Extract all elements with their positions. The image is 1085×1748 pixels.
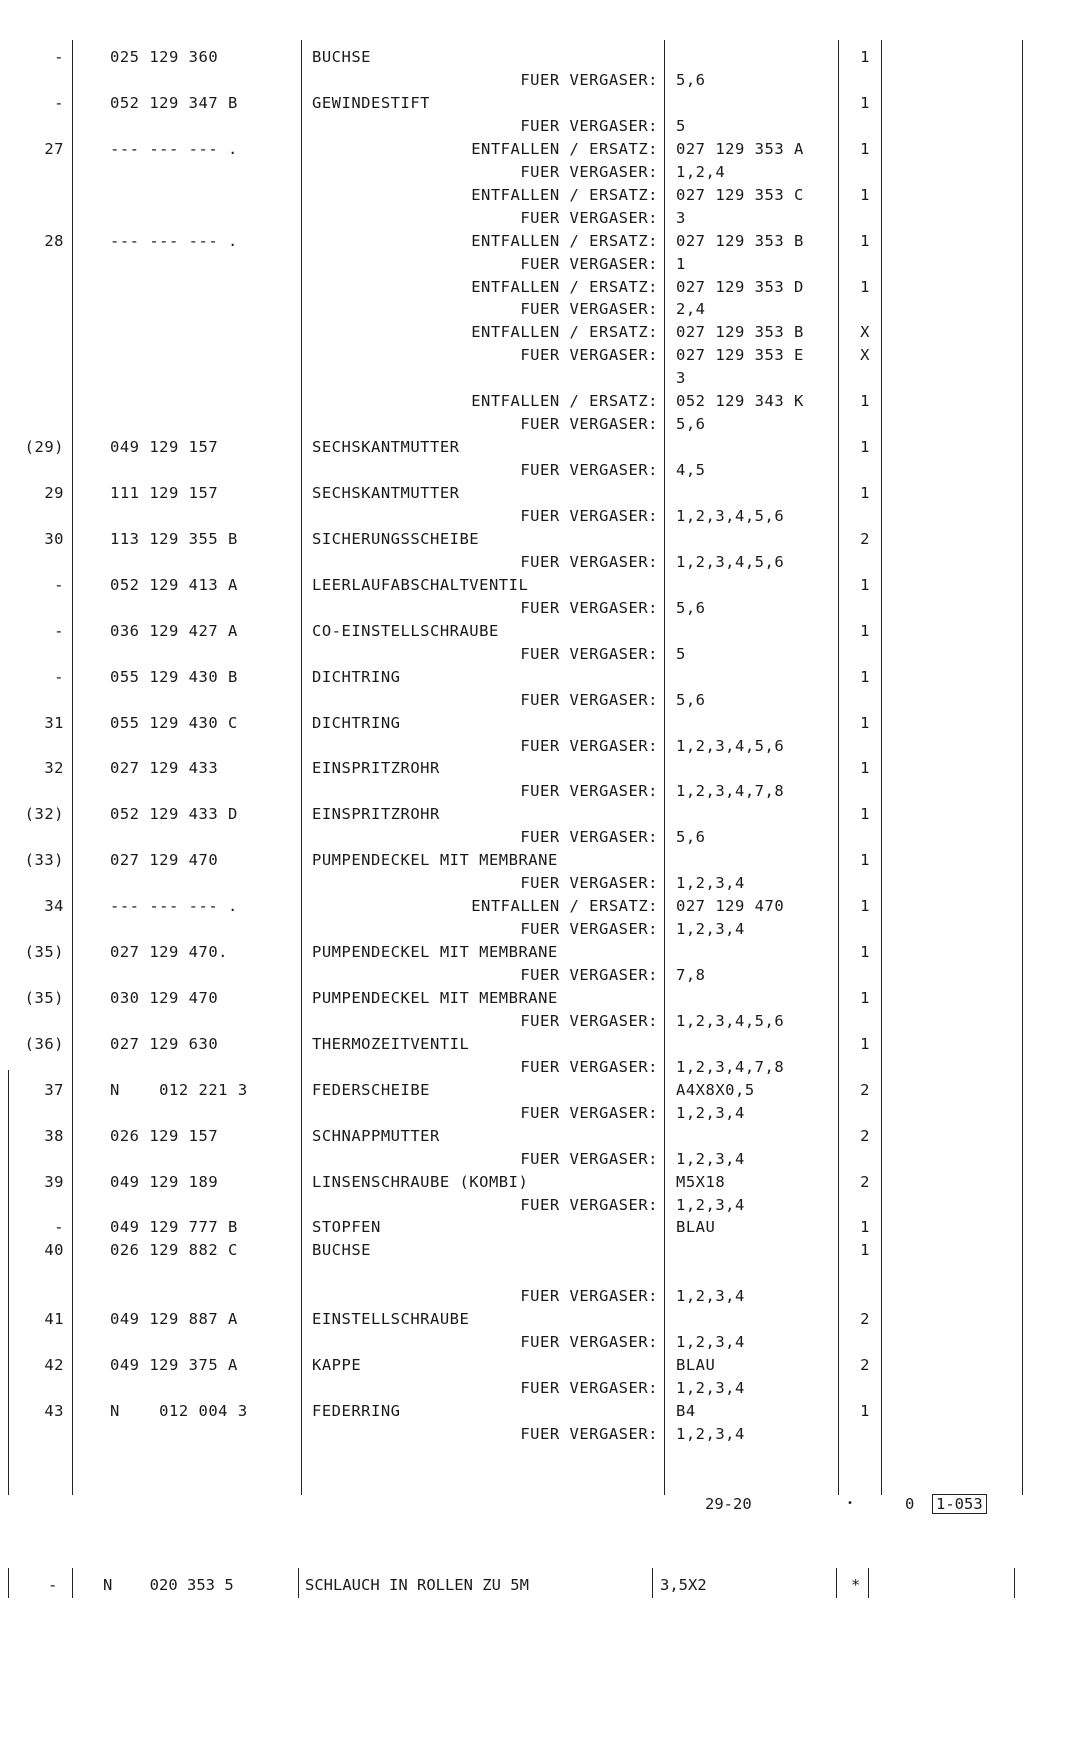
quantity: 1 — [860, 897, 870, 916]
condition-label: FUER VERGASER: — [520, 1287, 658, 1306]
condition-label: FUER VERGASER: — [520, 507, 658, 525]
description: PUMPENDECKEL MIT MEMBRANE — [312, 988, 558, 1007]
table-row — [0, 666, 1085, 689]
quantity: 1 — [860, 1218, 870, 1237]
table-row — [0, 1262, 1085, 1285]
table-row — [0, 505, 1085, 528]
position: (33) — [24, 851, 64, 870]
remark: 1,2,4 — [676, 162, 726, 181]
next-row — [0, 1573, 1085, 1598]
description: GEWINDESTIFT — [312, 93, 430, 112]
part-number: 025 129 360 — [110, 48, 219, 66]
part-number: 055 129 430 B — [110, 667, 238, 686]
condition-label: FUER VERGASER: — [520, 1103, 658, 1122]
table-row — [0, 1400, 1085, 1423]
position: 41 — [44, 1310, 64, 1329]
table-row — [0, 1171, 1085, 1194]
table-row — [0, 413, 1085, 436]
quantity: 1 — [860, 988, 870, 1007]
part-number: N 012 221 3 — [110, 1080, 248, 1099]
remark: 027 129 353 E — [676, 346, 804, 365]
condition-label: FUER VERGASER: — [520, 690, 658, 709]
condition-label: FUER VERGASER: — [520, 598, 658, 617]
quantity: 1 — [860, 484, 870, 503]
position: - — [54, 667, 64, 686]
condition-label: FUER VERGASER: — [520, 1195, 658, 1214]
condition-label: FUER VERGASER: — [520, 1333, 658, 1352]
part-number: 027 129 630 — [110, 1034, 219, 1053]
table-row — [0, 1239, 1085, 1262]
condition-label: FUER VERGASER: — [520, 116, 658, 135]
position: 38 — [44, 1126, 64, 1145]
description: THERMOZEITVENTIL — [312, 1034, 470, 1053]
quantity: 1 — [860, 1241, 870, 1260]
condition-label: FUER VERGASER: — [520, 874, 658, 893]
condition-label: FUER VERGASER: — [520, 1057, 658, 1076]
remark: 027 129 470 — [676, 897, 785, 916]
remark: 1,2,3,4 — [676, 1195, 745, 1214]
remark: 027 129 353 B — [676, 231, 804, 250]
remark: 5,6 — [676, 415, 706, 434]
description: KAPPE — [312, 1356, 362, 1375]
quantity: 1 — [860, 943, 870, 962]
quantity: 1 — [860, 139, 870, 158]
part-number: 027 129 470 — [110, 851, 219, 870]
part-number: 026 129 882 C — [110, 1241, 238, 1260]
table-row — [0, 230, 1085, 253]
position: 29 — [44, 484, 64, 503]
table-row — [0, 918, 1085, 941]
quantity: 1 — [860, 713, 870, 732]
remark: 5,6 — [676, 828, 706, 847]
table-row — [0, 46, 1085, 69]
remark: 5 — [676, 644, 686, 663]
next-row-description: SCHLAUCH IN ROLLEN ZU 5M — [305, 1576, 529, 1594]
table-row — [0, 1102, 1085, 1125]
condition-label: FUER VERGASER: — [520, 70, 658, 89]
description: PUMPENDECKEL MIT MEMBRANE — [312, 943, 558, 962]
position: 40 — [44, 1241, 64, 1260]
quantity: 2 — [860, 1172, 870, 1191]
table-row — [0, 276, 1085, 299]
part-number: 049 129 375 A — [110, 1356, 238, 1375]
position: (35) — [24, 988, 64, 1007]
description: EINSPRITZROHR — [312, 759, 440, 778]
position: - — [54, 575, 64, 594]
condition-label: FUER VERGASER: — [520, 1149, 658, 1168]
remark: 5 — [676, 116, 686, 135]
table-row — [0, 161, 1085, 184]
description: BUCHSE — [312, 48, 371, 66]
table-row — [0, 1010, 1085, 1033]
table-row — [0, 1216, 1085, 1239]
position: (35) — [24, 943, 64, 962]
table-row — [0, 1194, 1085, 1217]
quantity: 1 — [860, 185, 870, 204]
next-row-pos: - — [48, 1576, 58, 1594]
table-row — [0, 1033, 1085, 1056]
condition-label: ENTFALLEN / ERSATZ: — [471, 139, 658, 158]
part-number: 026 129 157 — [110, 1126, 219, 1145]
description: DICHTRING — [312, 667, 401, 686]
table-row — [0, 1148, 1085, 1171]
part-number: 111 129 157 — [110, 484, 219, 503]
part-number: 049 129 189 — [110, 1172, 219, 1191]
position: - — [54, 93, 64, 112]
table-row — [0, 803, 1085, 826]
table-row — [0, 528, 1085, 551]
table-row — [0, 849, 1085, 872]
table-row — [0, 138, 1085, 161]
quantity: 1 — [860, 667, 870, 686]
table-row — [0, 574, 1085, 597]
part-number: 052 129 413 A — [110, 575, 238, 594]
part-number: --- --- --- . — [110, 139, 238, 158]
remark: 3 — [676, 369, 686, 388]
condition-label: FUER VERGASER: — [520, 346, 658, 365]
part-number: --- --- --- . — [110, 897, 238, 916]
condition-label: FUER VERGASER: — [520, 208, 658, 227]
table-row — [0, 482, 1085, 505]
position: 39 — [44, 1172, 64, 1191]
part-number: 030 129 470 — [110, 988, 219, 1007]
remark: 1,2,3,4,5,6 — [676, 507, 785, 525]
quantity: 2 — [860, 1080, 870, 1099]
condition-label: FUER VERGASER: — [520, 920, 658, 939]
position: 30 — [44, 529, 64, 548]
table-row — [0, 367, 1085, 390]
condition-label: FUER VERGASER: — [520, 736, 658, 755]
remark: 7,8 — [676, 966, 706, 984]
description: BUCHSE — [312, 1241, 371, 1260]
quantity: 2 — [860, 1310, 870, 1329]
description: SECHSKANTMUTTER — [312, 438, 460, 457]
position: 34 — [44, 897, 64, 916]
condition-label: FUER VERGASER: — [520, 254, 658, 273]
remark: 1,2,3,4,5,6 — [676, 552, 785, 571]
table-row — [0, 987, 1085, 1010]
description: EINSTELLSCHRAUBE — [312, 1310, 470, 1329]
position: 37 — [44, 1080, 64, 1099]
remark: 1,2,3,4 — [676, 1149, 745, 1168]
position: (29) — [24, 438, 64, 457]
description: SCHNAPPMUTTER — [312, 1126, 440, 1145]
remark: 027 129 353 D — [676, 277, 804, 296]
condition-label: FUER VERGASER: — [520, 782, 658, 801]
condition-label: FUER VERGASER: — [520, 300, 658, 319]
condition-label: ENTFALLEN / ERSATZ: — [471, 185, 658, 204]
position: - — [54, 1218, 64, 1237]
remark: 5,6 — [676, 690, 706, 709]
quantity: 1 — [860, 1402, 870, 1421]
description: LEERLAUFABSCHALTVENTIL — [312, 575, 529, 594]
table-row — [0, 390, 1085, 413]
condition-label: ENTFALLEN / ERSATZ: — [471, 323, 658, 342]
quantity: 1 — [860, 851, 870, 870]
quantity: X — [860, 323, 870, 342]
remark: 1,2,3,4 — [676, 1379, 745, 1398]
remark: 1,2,3,4,7,8 — [676, 782, 785, 801]
table-row — [0, 872, 1085, 895]
table-row — [0, 1125, 1085, 1148]
footer-dot: • — [847, 1498, 854, 1509]
table-row — [0, 712, 1085, 735]
remark: 1,2,3,4,7,8 — [676, 1057, 785, 1076]
remark: 2,4 — [676, 300, 706, 319]
table-row — [0, 115, 1085, 138]
table-row — [0, 620, 1085, 643]
remark: M5X18 — [676, 1172, 726, 1191]
next-row-remark: 3,5X2 — [660, 1576, 707, 1594]
page-number: 29-20 — [705, 1495, 752, 1513]
remark: 3 — [676, 208, 686, 227]
condition-label: FUER VERGASER: — [520, 1011, 658, 1030]
remark: 052 129 343 K — [676, 392, 804, 411]
table-row — [0, 1079, 1085, 1102]
part-number: --- --- --- . — [110, 231, 238, 250]
section-code-box: 1-053 — [932, 1494, 987, 1514]
quantity: 1 — [860, 621, 870, 640]
condition-label: FUER VERGASER: — [520, 552, 658, 571]
position: (32) — [24, 805, 64, 824]
part-number: 113 129 355 B — [110, 529, 238, 548]
table-row — [0, 344, 1085, 367]
table-row — [0, 689, 1085, 712]
table-row — [0, 207, 1085, 230]
remark: 027 129 353 C — [676, 185, 804, 204]
next-row-part-number: N 020 353 5 — [103, 1576, 234, 1594]
table-row — [0, 551, 1085, 574]
footer-zero: 0 — [905, 1495, 915, 1513]
remark: A4X8X0,5 — [676, 1080, 755, 1099]
table-row — [0, 184, 1085, 207]
quantity: 2 — [860, 1356, 870, 1375]
quantity: 1 — [860, 1034, 870, 1053]
remark: 4,5 — [676, 461, 706, 480]
quantity: X — [860, 346, 870, 365]
remark: 1,2,3,4 — [676, 1103, 745, 1122]
table-row — [0, 826, 1085, 849]
part-number: 049 129 157 — [110, 438, 219, 457]
condition-label: FUER VERGASER: — [520, 1425, 658, 1443]
part-number: 055 129 430 C — [110, 713, 238, 732]
condition-label: ENTFALLEN / ERSATZ: — [471, 392, 658, 411]
position: - — [54, 48, 64, 66]
page-footer — [0, 1490, 1085, 1518]
remark: 1,2,3,4 — [676, 1425, 745, 1443]
remark: 5,6 — [676, 70, 706, 89]
description: FEDERRING — [312, 1402, 401, 1421]
part-number: N 012 004 3 — [110, 1402, 248, 1421]
position: 28 — [44, 231, 64, 250]
remark: 1,2,3,4 — [676, 874, 745, 893]
quantity: 2 — [860, 1126, 870, 1145]
description: DICHTRING — [312, 713, 401, 732]
position: - — [54, 621, 64, 640]
table-row — [0, 1331, 1085, 1354]
part-number: 036 129 427 A — [110, 621, 238, 640]
quantity: 1 — [860, 575, 870, 594]
part-number: 049 129 887 A — [110, 1310, 238, 1329]
condition-label: FUER VERGASER: — [520, 162, 658, 181]
table-row — [0, 1423, 1085, 1446]
quantity: 1 — [860, 392, 870, 411]
table-row — [0, 459, 1085, 482]
description: EINSPRITZROHR — [312, 805, 440, 824]
remark: 1,2,3,4 — [676, 1333, 745, 1352]
position: 43 — [44, 1402, 64, 1421]
quantity: 1 — [860, 438, 870, 457]
quantity: 1 — [860, 759, 870, 778]
table-row — [0, 1285, 1085, 1308]
part-number: 027 129 470. — [110, 943, 228, 962]
part-number: 027 129 433 — [110, 759, 219, 778]
condition-label: FUER VERGASER: — [520, 644, 658, 663]
table-row — [0, 964, 1085, 987]
part-number: 049 129 777 B — [110, 1218, 238, 1237]
next-row-qty: * — [851, 1576, 861, 1594]
quantity: 1 — [860, 48, 870, 66]
table-row — [0, 298, 1085, 321]
table-row — [0, 895, 1085, 918]
description: PUMPENDECKEL MIT MEMBRANE — [312, 851, 558, 870]
condition-label: FUER VERGASER: — [520, 415, 658, 434]
condition-label: ENTFALLEN / ERSATZ: — [471, 897, 658, 916]
table-row — [0, 1354, 1085, 1377]
description: LINSENSCHRAUBE (KOMBI) — [312, 1172, 529, 1191]
table-row — [0, 69, 1085, 92]
table-row — [0, 1056, 1085, 1079]
condition-label: FUER VERGASER: — [520, 828, 658, 847]
condition-label: FUER VERGASER: — [520, 966, 658, 984]
condition-label: FUER VERGASER: — [520, 1379, 658, 1398]
condition-label: FUER VERGASER: — [520, 461, 658, 480]
description: SICHERUNGSSCHEIBE — [312, 529, 480, 548]
description: SECHSKANTMUTTER — [312, 484, 460, 503]
remark: 1,2,3,4,5,6 — [676, 736, 785, 755]
remark: B4 — [676, 1402, 696, 1421]
remark: 1,2,3,4 — [676, 1287, 745, 1306]
part-number: 052 129 347 B — [110, 93, 238, 112]
position: 27 — [44, 139, 64, 158]
quantity: 1 — [860, 805, 870, 824]
quantity: 1 — [860, 277, 870, 296]
table-row — [0, 253, 1085, 276]
position: 31 — [44, 713, 64, 732]
description: STOPFEN — [312, 1218, 381, 1237]
quantity: 1 — [860, 231, 870, 250]
table-row — [0, 1377, 1085, 1400]
remark: 027 129 353 B — [676, 323, 804, 342]
table-row — [0, 735, 1085, 758]
table-row — [0, 321, 1085, 344]
part-number: 052 129 433 D — [110, 805, 238, 824]
position: 32 — [44, 759, 64, 778]
table-row — [0, 92, 1085, 115]
table-row — [0, 436, 1085, 459]
description: FEDERSCHEIBE — [312, 1080, 430, 1099]
position: (36) — [24, 1034, 64, 1053]
table-row — [0, 941, 1085, 964]
quantity: 2 — [860, 529, 870, 548]
table-row — [0, 1308, 1085, 1331]
remark: BLAU — [676, 1218, 716, 1237]
position: 42 — [44, 1356, 64, 1375]
table-row — [0, 757, 1085, 780]
description: CO-EINSTELLSCHRAUBE — [312, 621, 499, 640]
remark: 1 — [676, 254, 686, 273]
remark: 1,2,3,4,5,6 — [676, 1011, 785, 1030]
quantity: 1 — [860, 93, 870, 112]
table-row — [0, 643, 1085, 666]
remark: 1,2,3,4 — [676, 920, 745, 939]
table-row — [0, 780, 1085, 803]
remark: 5,6 — [676, 598, 706, 617]
remark: BLAU — [676, 1356, 716, 1375]
remark: 027 129 353 A — [676, 139, 804, 158]
condition-label: ENTFALLEN / ERSATZ: — [471, 231, 658, 250]
condition-label: ENTFALLEN / ERSATZ: — [471, 277, 658, 296]
table-row — [0, 597, 1085, 620]
